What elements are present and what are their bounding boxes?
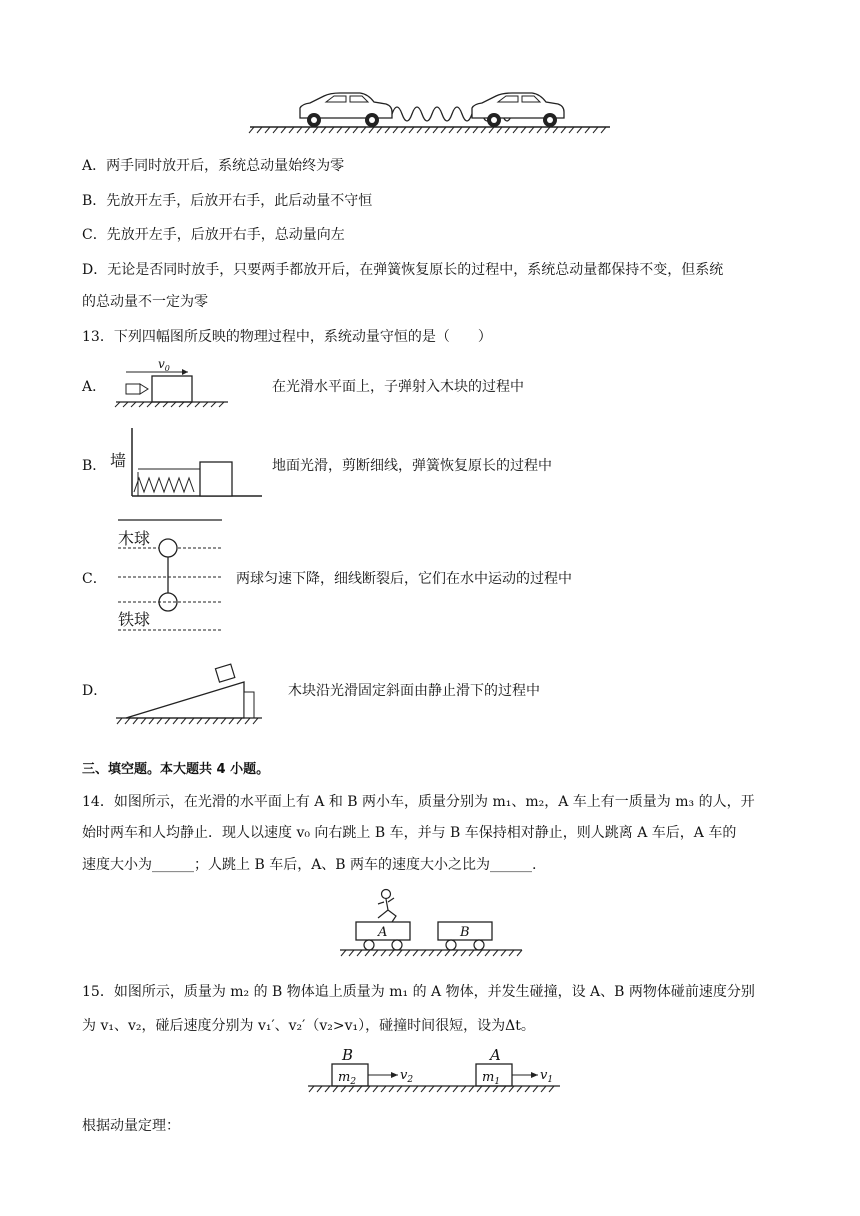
q12-option-d-line2: 的总动量不一定为零 <box>82 294 208 310</box>
wall-spring-block-figure <box>106 424 266 500</box>
q15-line2: 为 v₁、v₂，碰后速度分别为 v₁′、v₂′（v₂>v₁），碰撞时间很短，设为Δt。 <box>82 1018 535 1034</box>
section-3-heading: 三、填空题。本大题共 4 小题。 <box>82 762 270 777</box>
q12-option-a: A．两手同时放开后，系统总动量始终为零 <box>82 158 345 174</box>
q13-option-c-label: C． <box>82 571 107 587</box>
q13-option-a-label: A． <box>82 379 107 395</box>
q12-option-c: C．先放开左手，后放开右手，总动量向左 <box>82 227 345 243</box>
q13-stem: 13．下列四幅图所反映的物理过程中，系统动量守恒的是（ ） <box>82 329 492 345</box>
q15-after-text: 根据动量定理： <box>82 1118 180 1134</box>
v1-label: $v_1$ <box>540 1068 554 1085</box>
m2-label: $m_2$ <box>338 1070 357 1087</box>
q15-line1: 15．如图所示，质量为 m₂ 的 B 物体追上质量为 m₁ 的 A 物体，并发生碰撞，设 A、B 两物体碰前速度分别 <box>82 984 755 1000</box>
q13-option-b-label: B． <box>82 458 107 474</box>
q13-option-d-label: D． <box>82 683 108 699</box>
wall-label: 墙 <box>110 451 127 470</box>
q13-option-b-text: 地面光滑，剪断细线，弹簧恢复原长的过程中 <box>272 458 552 474</box>
q14-line2: 始时两车和人均静止．现人以速度 v₀ 向右跳上 B 车，并与 B 车保持相对静止，则人跳离 A 车后，A 车的 <box>82 825 737 841</box>
q13-option-a-text: 在光滑水平面上，子弹射入木块的过程中 <box>272 379 524 395</box>
incline-block-figure <box>114 654 264 726</box>
q14-line1: 14．如图所示，在光滑的水平面上有 A 和 B 两小车，质量分别为 m₁、m₂，A 车上有一质量为 m₃ 的人，开 <box>82 794 755 810</box>
two-cars-spring-figure <box>248 90 612 134</box>
block-b-label: B <box>342 1046 354 1064</box>
q12-option-b: B．先放开左手，后放开右手，此后动量不守恒 <box>82 193 373 209</box>
two-carts-person-figure <box>338 886 524 958</box>
q13-option-c-text: 两球匀速下降，细线断裂后，它们在水中运动的过程中 <box>236 571 572 587</box>
m1-label: $m_1$ <box>482 1070 501 1087</box>
v2-label: $v_2$ <box>400 1068 414 1085</box>
two-blocks-collision-figure <box>306 1046 562 1098</box>
q14-line3: 速度大小为______；人跳上 B 车后，A、B 两车的速度大小之比为______. <box>82 857 537 873</box>
cart-b-label: B <box>460 925 470 940</box>
wood-ball-label: 木球 <box>118 529 151 548</box>
v0-label: $v_0$ <box>158 357 170 373</box>
q12-option-d-line1: D．无论是否同时放手，只要两手都放开后，在弹簧恢复原长的过程中，系统总动量都保持不变，但系统 <box>82 262 724 278</box>
cart-a-label: A <box>378 925 388 940</box>
bullet-block-figure <box>112 356 232 408</box>
two-balls-water-figure <box>110 512 226 634</box>
q13-option-d-text: 木块沿光滑固定斜面由静止滑下的过程中 <box>288 683 540 699</box>
iron-ball-label: 铁球 <box>118 610 151 629</box>
block-a-label: A <box>490 1046 501 1064</box>
